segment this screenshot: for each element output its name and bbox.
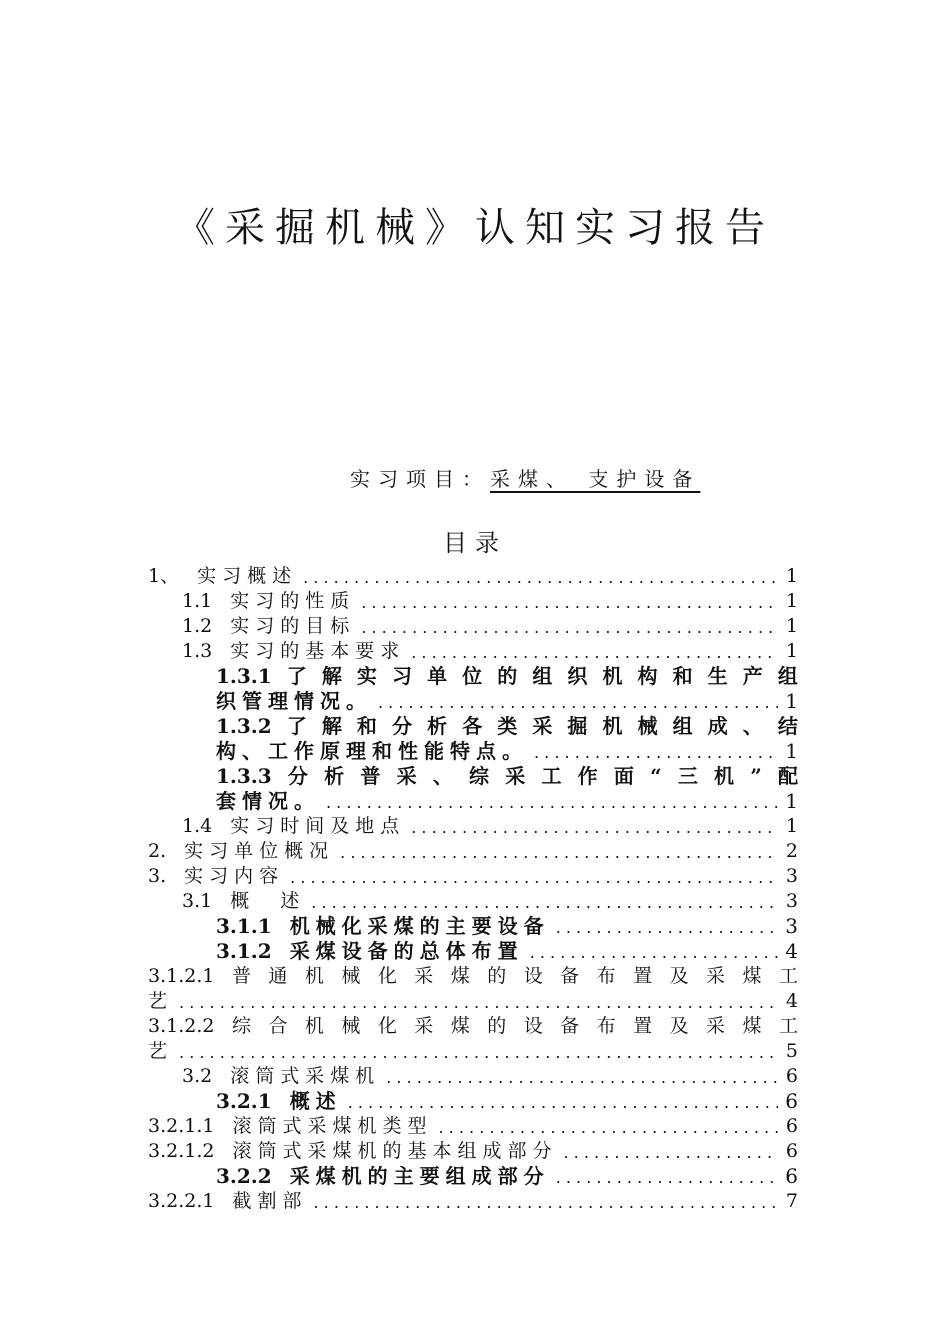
project-line	[350, 463, 700, 492]
toc-leader-dots	[334, 842, 778, 864]
toc-entry[interactable]	[148, 1064, 798, 1089]
toc-page-number: 6	[785, 1065, 798, 1087]
toc-leader-dots	[355, 592, 778, 614]
toc-leader-dots	[405, 817, 778, 839]
toc-leader-dots	[528, 742, 778, 764]
toc-entry[interactable]	[148, 814, 798, 839]
toc-leader-dots	[305, 892, 778, 914]
toc-page-number: 1	[785, 689, 798, 713]
toc-entry-label: 滚筒式采煤机	[230, 1065, 381, 1087]
toc-leader-dots	[342, 1092, 778, 1114]
toc-leader-dots	[433, 1117, 779, 1139]
toc-entry-continuation[interactable]	[148, 689, 798, 714]
toc-entry-label-continued: 艺	[148, 990, 174, 1012]
toc-page-number: 2	[785, 840, 798, 862]
toc-entry-label: 实习时间及地点	[230, 815, 406, 837]
toc-entry[interactable]	[148, 914, 798, 939]
toc-entry-label: 滚筒式采煤机类型	[232, 1115, 433, 1137]
toc-leader-dots	[558, 1142, 779, 1164]
toc-page-number: 4	[785, 990, 798, 1012]
toc-entry-number: 3.1.2.1	[148, 965, 215, 987]
toc-page-number: 7	[785, 1190, 798, 1212]
toc-entry[interactable]	[148, 1189, 798, 1214]
table-of-contents	[148, 564, 798, 1214]
toc-entry-label: 概 述	[230, 890, 306, 912]
toc-entry-label: 1.3.3 分 析 普 采 、 综 采 工 作 面 “ 三 机 ” 配	[216, 764, 798, 788]
toc-entry-label: 实习的性质	[230, 590, 356, 612]
project-value: 采煤、 支护设备	[490, 467, 701, 491]
toc-heading: 目录	[443, 529, 507, 557]
toc-entry[interactable]	[148, 614, 798, 639]
toc-entry[interactable]	[148, 839, 798, 864]
toc-entry-number: 3.2.1.1	[148, 1115, 215, 1137]
toc-entry[interactable]	[148, 1089, 798, 1114]
toc-entry-label: 1.3.2 了 解 和 分 析 各 类 采 掘 机 械 组 成 、 结	[216, 714, 798, 738]
toc-entry[interactable]	[148, 564, 798, 589]
toc-page-number: 3	[785, 914, 798, 938]
toc-entry-label-continued: 织管理情况。	[216, 689, 372, 713]
toc-entry-label: 1.3.1 了 解 实 习 单 位 的 组 织 机 构 和 生 产 组	[216, 664, 798, 688]
toc-entry-number: 1.3.1	[216, 664, 272, 688]
toc-entry-number: 3.1	[182, 890, 213, 912]
toc-leader-dots	[297, 567, 778, 589]
toc-page-number: 1	[785, 565, 798, 587]
toc-entry[interactable]	[148, 1139, 798, 1164]
toc-leader-dots	[380, 1067, 778, 1089]
toc-entry-label-continued: 构、工作原理和性能特点。	[216, 739, 528, 763]
toc-entry-label: 3.1.2.2 综 合 机 械 化 采 煤 的 设 备 布 置 及 采 煤 工	[148, 1015, 798, 1037]
toc-page-number: 1	[785, 739, 798, 763]
toc-page-number: 1	[785, 590, 798, 612]
toc-leader-dots	[320, 792, 778, 814]
toc-entry-number: 3.2.1.2	[148, 1140, 215, 1162]
toc-entry-label: 实习单位概况	[184, 840, 335, 862]
toc-entry-label: 采煤机的主要组成部分	[289, 1164, 550, 1188]
toc-leader-dots	[308, 1192, 779, 1214]
toc-page-number: 3	[785, 865, 798, 887]
toc-entry-number: 3.2.1	[216, 1089, 272, 1113]
document-title: 《采掘机械》认知实习报告	[175, 205, 775, 251]
toc-leader-dots	[173, 1042, 778, 1064]
toc-page-number: 1	[785, 815, 798, 837]
toc-entry-number: 1.1	[182, 590, 213, 612]
toc-entry-label: 截割部	[232, 1190, 308, 1212]
toc-entry-number: 3.1.2.2	[148, 1015, 215, 1037]
toc-entry-number: 1、	[148, 565, 180, 587]
toc-entry-continuation[interactable]	[148, 739, 798, 764]
toc-entry-number: 3.2.2.1	[148, 1190, 215, 1212]
toc-leader-dots	[355, 617, 778, 639]
toc-leader-dots	[372, 692, 778, 714]
toc-entry[interactable]	[148, 864, 798, 889]
toc-entry[interactable]	[148, 1114, 798, 1139]
toc-leader-dots	[550, 1167, 778, 1189]
toc-page-number: 6	[785, 1089, 798, 1113]
toc-leader-dots	[173, 992, 778, 1014]
toc-entry-label: 概述	[289, 1089, 342, 1113]
toc-entry-label: 3.1.2.1 普 通 机 械 化 采 煤 的 设 备 布 置 及 采 煤 工	[148, 965, 798, 987]
toc-leader-dots	[405, 642, 778, 664]
toc-entry-number: 1.3.2	[216, 714, 272, 738]
toc-entry-number: 3.2.2	[216, 1164, 272, 1188]
toc-entry[interactable]	[148, 964, 798, 989]
toc-entry-number: 3.2	[182, 1065, 213, 1087]
toc-page-number: 1	[785, 615, 798, 637]
toc-entry-label: 机械化采煤的主要设备	[289, 914, 550, 938]
toc-entry-number: 1.3	[182, 640, 213, 662]
toc-entry-label: 实习的目标	[230, 615, 356, 637]
toc-leader-dots	[524, 942, 778, 964]
toc-page-number: 1	[785, 640, 798, 662]
toc-entry[interactable]	[148, 664, 798, 689]
toc-page-number: 6	[785, 1140, 798, 1162]
toc-entry-label: 实习的基本要求	[230, 640, 406, 662]
toc-entry-label: 滚筒式采煤机的基本组成部分	[232, 1140, 558, 1162]
toc-entry[interactable]	[148, 889, 798, 914]
toc-entry-label: 实习内容	[184, 865, 285, 887]
toc-entry-label-continued: 套情况。	[216, 789, 320, 813]
toc-entry[interactable]	[148, 714, 798, 739]
toc-entry-continuation[interactable]	[148, 789, 798, 814]
toc-entry[interactable]	[148, 1014, 798, 1039]
toc-entry-label: 实习概述	[197, 565, 298, 587]
toc-entry[interactable]	[148, 589, 798, 614]
toc-entry-continuation[interactable]	[148, 1039, 798, 1064]
toc-entry-continuation[interactable]	[148, 989, 798, 1014]
toc-entry-number: 1.4	[182, 815, 213, 837]
toc-entry-number: 3.1.2	[216, 939, 272, 963]
toc-entry-number: 2.	[148, 840, 167, 862]
toc-entry-number: 3.1.1	[216, 914, 272, 938]
toc-entry-label: 采煤设备的总体布置	[289, 939, 524, 963]
toc-entry-number: 3.	[148, 865, 167, 887]
toc-page-number: 4	[785, 939, 798, 963]
project-label: 实习项目：	[350, 467, 490, 491]
toc-entry[interactable]	[148, 639, 798, 664]
toc-leader-dots	[284, 867, 778, 889]
toc-entry-number: 1.3.3	[216, 764, 272, 788]
toc-entry-number: 1.2	[182, 615, 213, 637]
toc-entry[interactable]	[148, 939, 798, 964]
toc-entry-label-continued: 艺	[148, 1040, 174, 1062]
toc-page-number: 1	[785, 789, 798, 813]
toc-page-number: 3	[785, 890, 798, 912]
toc-entry[interactable]	[148, 764, 798, 789]
toc-leader-dots	[550, 917, 778, 939]
toc-page-number: 6	[785, 1115, 798, 1137]
toc-entry[interactable]	[148, 1164, 798, 1189]
toc-page-number: 5	[785, 1040, 798, 1062]
toc-page-number: 6	[785, 1164, 798, 1188]
